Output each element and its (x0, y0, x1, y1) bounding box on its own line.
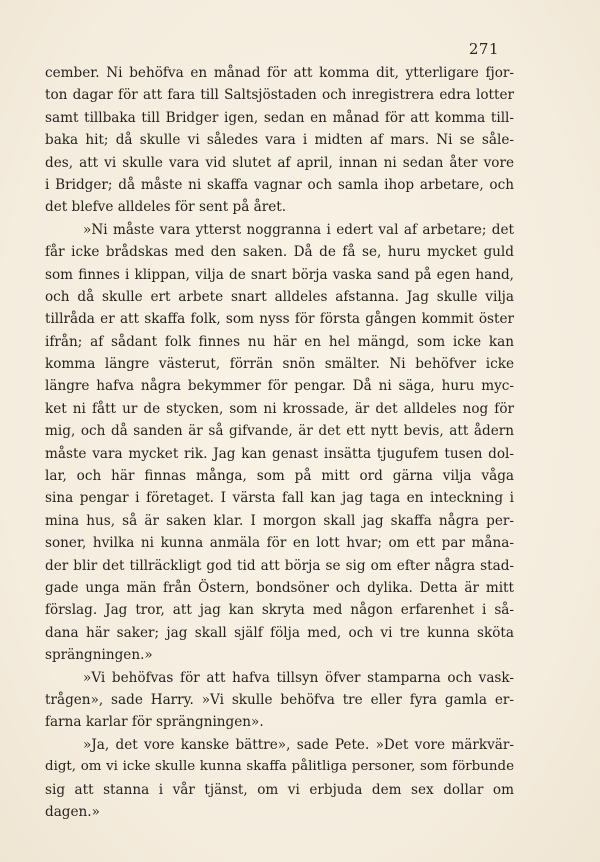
text-line: dagen.» (45, 803, 100, 820)
body-text (45, 62, 514, 823)
text-line: sprängningen.» (45, 647, 153, 664)
text-line: får icke brådskas med den saken. Då de få se, huru mycket guld (45, 244, 514, 261)
text-line: »Ni måste vara ytterst noggranna i edert val af arbetare; det (83, 221, 514, 238)
text-line: sig att stanna i vår tjänst, om vi erbjuda dem sex dollar om (45, 781, 514, 798)
text-line: förslag. Jag tror, att jag kan skryta med någon erfarenhet i så- (45, 602, 514, 619)
text-line: der blir det tillräckligt god tid att börja se sig om efter några stad- (45, 557, 514, 574)
text-line: måste vara mycket rik. Jag kan genast insätta tjugufem tusen dol- (45, 445, 514, 462)
text-line: det blefve alldeles för sent på året. (45, 199, 287, 216)
text-line: farna karlar för sprängningen». (45, 714, 264, 731)
text-line: ton dagar för att fara till Saltsjöstaden och inregistrera edra lotter (45, 87, 514, 104)
page-number: 271 (468, 40, 499, 58)
text-line: och då skulle ert arbete snart alldeles afstanna. Jag skulle vilja (45, 288, 514, 305)
text-line: »Ja, det vore kanske bättre», sade Pete. »Det vore märkvär- (83, 736, 514, 753)
text-line: längre hafva några bekymmer för pengar. Då ni säga, huru myc- (45, 378, 514, 395)
text-line: i Bridger; då måste ni skaffa vagnar och samla ihop arbetare, och (45, 176, 514, 193)
text-line: soner, hvilka ni kunna anmäla för en lott hvar; om ett par måna- (45, 535, 514, 552)
text-line: trågen», sade Harry. »Vi skulle behöfva tre eller fyra gamla er- (45, 691, 514, 708)
text-line: som finnes i klippan, vilja de snart börja vaska sand på egen hand, (45, 266, 514, 283)
text-line: ket ni fått ur de stycken, som ni krossade, är det alldeles nog för (45, 400, 514, 417)
text-line: cember. Ni behöfva en månad för att komma dit, ytterligare fjor- (45, 65, 514, 81)
text-line: mina hus, så är saken klar. I morgon skall jag skaffa några per- (45, 512, 514, 529)
text-line: komma längre västerut, förrän snön smälter. Ni behöfver icke (45, 356, 514, 373)
text-line: sina pengar i företaget. I värsta fall kan jag taga en inteckning i (45, 490, 514, 507)
text-line: baka hit; då skulle vi således vara i midten af mars. Ni se såle- (45, 132, 514, 149)
text-line: »Vi behöfvas för att hafva tillsyn öfver stamparna och vask- (83, 669, 514, 686)
text-line: digt, om vi icke skulle kunna skaffa pålitliga personer, som förbunde (45, 759, 514, 775)
text-line: samt tillbaka till Bridger igen, sedan en månad för att komma till- (45, 109, 514, 126)
text-line: tillråda er att skaffa folk, som nyss för första gången kommit öster (45, 311, 514, 328)
text-line: dana här saker; jag skall själf följa med, och vi tre kunna sköta (45, 624, 514, 641)
text-line: mig, och då sanden är så gifvande, är det ett nytt bevis, att ådern (45, 423, 514, 440)
text-line: des, att vi skulle vara vid slutet af april, innan ni sedan åter vore (45, 154, 514, 171)
text-line: ifrån; af sådant folk finnes nu här en hel mängd, som icke kan (45, 333, 514, 350)
text-line: lar, och här finnas många, som på mitt ord gärna vilja våga (45, 468, 514, 485)
text-line: gade unga män från Östern, bondsöner och dylika. Detta är mitt (45, 579, 514, 596)
